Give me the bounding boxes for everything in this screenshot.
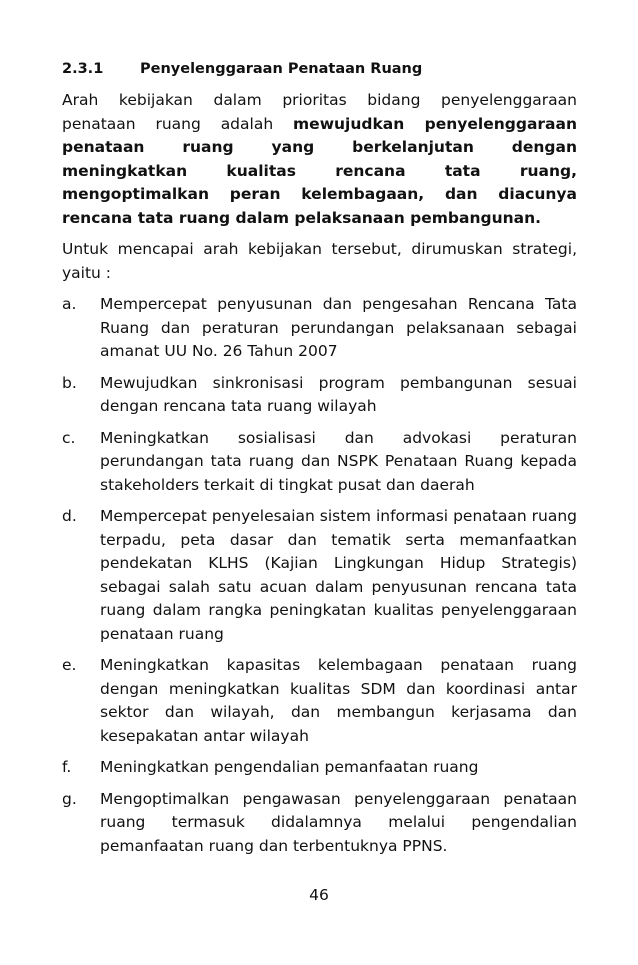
- section-heading: [62, 58, 577, 80]
- strategy-intro: Untuk mencapai arah kebijakan tersebut, dirumuskan strategi, yaitu :: [62, 240, 577, 282]
- list-text: Mewujudkan sinkronisasi program pembangunan sesuai dengan rencana tata ruang wilayah: [100, 373, 577, 415]
- list-item: [62, 293, 577, 364]
- strategy-list: [62, 293, 577, 858]
- intro-bold: mewujudkan penyelenggaraan penataan ruang yang berkelanjutan dengan meningkatkan kualitas rencana tata ruang, mengoptimalkan peran kelembagaan, dan diacunya rencana tata ruang dalam pelaksanaan pembangunan.: [62, 114, 577, 227]
- list-text: Mempercepat penyusunan dan pengesahan Rencana Tata Ruang dan peraturan perundangan pelaksanaan sebagai amanat UU No. 26 Tahun 2007: [100, 295, 577, 360]
- list-text: Meningkatkan sosialisasi dan advokasi peraturan perundangan tata ruang dan NSPK Penataan Ruang kepada stakeholders terkait di tingkat pusat dan daerah: [100, 428, 577, 494]
- list-text: Mempercepat penyelesaian sistem informasi penataan ruang terpadu, peta dasar dan tematik serta memanfaatkan pendekatan KLHS (Kajian Lingkungan Hidup Strategis) sebagai salah satu acuan dalam penyusunan rencana tata ruang dalam rangka peningkatan kualitas penyelenggaraan penataan ruang: [100, 507, 577, 643]
- list-marker: f.: [62, 758, 72, 776]
- list-marker: b.: [62, 373, 77, 392]
- list-text: Meningkatkan kapasitas kelembagaan penataan ruang dengan meningkatkan kualitas SDM dan koordinasi antar sektor dan wilayah, dan membangun kerjasama dan kesepakatan antar wilayah: [100, 656, 577, 745]
- list-marker: g.: [62, 789, 77, 808]
- list-item: [62, 372, 577, 419]
- list-marker: d.: [62, 507, 77, 525]
- list-item: [62, 788, 577, 859]
- intro-paragraph: [62, 89, 577, 230]
- list-item: [62, 654, 577, 748]
- list-marker: c.: [62, 428, 76, 447]
- document-page: [62, 58, 577, 866]
- list-item: [62, 427, 577, 498]
- list-item: [62, 756, 577, 780]
- list-marker: a.: [62, 295, 77, 313]
- list-marker: e.: [62, 656, 77, 674]
- page-number: 46: [309, 886, 329, 904]
- section-number: 2.3.1: [62, 61, 104, 77]
- section-title: Penyelenggaraan Penataan Ruang: [140, 61, 423, 77]
- list-text: Mengoptimalkan pengawasan penyelenggaraan penataan ruang termasuk didalamnya melalui pengendalian pemanfaatan ruang dan terbentuknya PPNS.: [100, 789, 577, 855]
- intro-lead: Arah kebijakan dalam prioritas bidang penyelenggaraan penataan ruang adalah: [62, 91, 577, 133]
- list-item: [62, 505, 577, 646]
- list-text: Meningkatkan pengendalian pemanfaatan ruang: [100, 758, 479, 776]
